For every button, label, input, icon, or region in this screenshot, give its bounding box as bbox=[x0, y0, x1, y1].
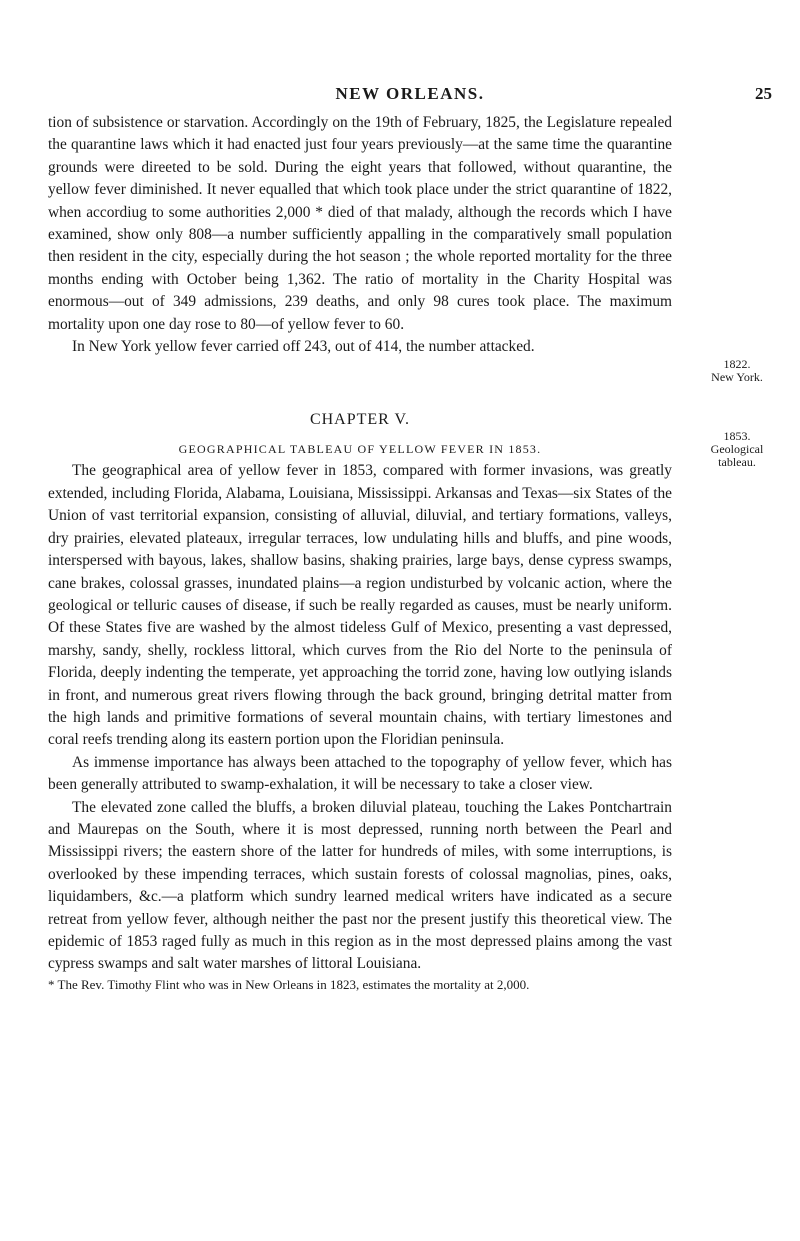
chapter-subtitle: GEOGRAPHICAL TABLEAU OF YELLOW FEVER IN 1853. bbox=[178, 442, 542, 457]
margin-note-label: Geological bbox=[710, 442, 764, 456]
chapter-title: CHAPTER V. bbox=[309, 411, 411, 429]
running-title: NEW ORLEANS. bbox=[335, 84, 485, 103]
running-head bbox=[48, 84, 772, 108]
margin-note-year: 1853. bbox=[723, 429, 751, 443]
margin-note-1822 bbox=[692, 358, 782, 384]
margin-note-year: 1822. bbox=[723, 357, 751, 371]
paragraph-bluffs: The elevated zone called the bluffs, a broken diluvial plateau, touching the Lakes Pontchartrain and Maurepas on the South, where it is most depressed, running north between the Pearl and Mississippi rivers; the eastern shore of the latter for hundreds of miles, with some interruptions, is overlooked by these impending terraces, which sustain forests of colossal magnolias, pines, oaks, liquidambers, &c.—a platform which sundry learned medical writers have indicated as a secure retreat from yellow fever, although neither the past nor the present justify this theoretical view. The epidemic of 1853 raged fully as much in this region as in the most depressed plains among the vast cypress swamps and salt water marshes of littoral Louisiana. bbox=[48, 798, 672, 973]
paragraph-topography: As immense importance has always been attached to the topography of yellow fever, which has been generally attributed to swamp-exhalation, it will be necessary to take a closer view. bbox=[48, 753, 672, 794]
page-number: 25 bbox=[755, 84, 772, 103]
footnote: * The Rev. Timothy Flint who was in New Orleans in 1823, estimates the mortality at 2,000. bbox=[48, 976, 530, 992]
paragraph-continued: tion of subsistence or starvation. Accordingly on the 19th of February, 1825, the Legislature repealed the quarantine laws which it had enacted just four years previously—at the same time the quarantine grounds were direeted to be sold. During the eight years that followed, without quarantine, the yellow fever diminished. It never equalled that which took place under the strict quarantine of 1822, when accordiug to some authorities 2,000 * died of that malady, although the records which I have examined, show only 808—a number sufficiently appalling in the comparatively small population then resident in the city, especially during the hot season ; the whole reported mortality for the three months ending with October being 1,362. The ratio of mortality in the Charity Hospital was enormous—out of 349 admissions, 239 deaths, and only 98 cures took place. The maximum mortality upon one day rose to 80—of yellow fever to 60. bbox=[48, 114, 672, 333]
margin-note-label: New York. bbox=[711, 370, 763, 384]
margin-note-1853 bbox=[692, 430, 782, 469]
main-text bbox=[48, 112, 672, 994]
paragraph-geographical-area: The geographical area of yellow fever in 1853, compared with former invasions, was greatly extended, including Florida, Alabama, Louisiana, Mississippi. Arkansas and Texas—six States of the Union of vast territorial expansion, consisting of alluvial, diluvial, and tertiary formations, valleys, dry prairies, elevated plateaux, irregular terraces, low undulating hills and bluffs, and pine woods, interspersed with bayous, lakes, shallow basins, shaking prairies, large bays, dense cypress swamps, cane brakes, colossal grasses, inundated plains—a region undisturbed by volcanic action, where the geological or telluric causes of disease, if such be really regarded as causes, must be nearly uniform. Of these States five are washed by the almost tideless Gulf of Mexico, presenting a vast depressed, marshy, sandy, shelly, rockless littoral, which curves from the Rio del Norte to the peninsula of Florida, deeply indenting the temperate, yet approaching the torrid zone, having low outlying islands in front, and numerous great rivers flowing through the back ground, bringing detrital matter from the high lands and primitive formations of several mountain chains, with tertiary limestones and coral reefs trending along its eastern portion upon the Floridian peninsula. bbox=[48, 462, 672, 749]
margin-note-label: tableau. bbox=[718, 455, 756, 469]
paragraph-new-york: In New York yellow fever carried off 243, out of 414, the number attacked. bbox=[72, 338, 535, 356]
